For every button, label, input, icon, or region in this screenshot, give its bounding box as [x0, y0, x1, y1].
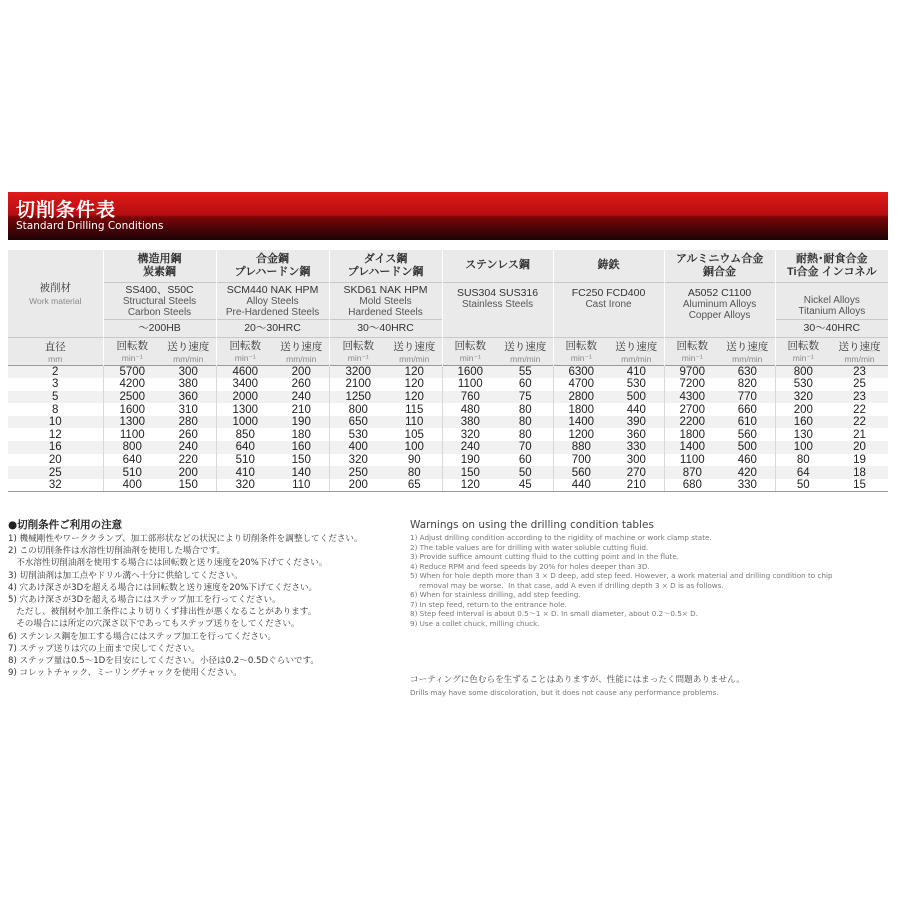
rpm-cell: 700 [553, 454, 609, 467]
rpm-cell: 80 [775, 454, 831, 467]
rpm-header [216, 337, 274, 365]
feed-header [609, 337, 664, 365]
rpm-header [664, 337, 720, 365]
note-line: 2) The table values are for drilling with water soluble cutting fluid. [410, 542, 649, 552]
feed-cell: 150 [291, 453, 311, 466]
page-subtitle: Standard Drilling Conditions [16, 220, 164, 232]
rpm-cell: 760 [442, 391, 498, 404]
note-line: 1) Adjust drilling condition according to the rigidity of machine or work clamp state. [410, 533, 712, 542]
material-name-6: 耐熱･耐食合金 Ti合金 インコネル [775, 250, 888, 282]
feed-cell: 360 [161, 391, 216, 404]
rpm-cell: 400 [329, 441, 387, 454]
rpm-cell: 2700 [664, 403, 720, 416]
table-row [8, 441, 888, 454]
feed-cell: 410 [609, 365, 664, 378]
rpm-cell: 530 [329, 428, 387, 441]
rpm-cell: 1800 [553, 403, 609, 416]
rpm-label: 回転数 [229, 340, 261, 352]
diameter-unit: mm [48, 353, 63, 364]
rpm-label: 回転数 [565, 340, 598, 352]
feed-header [387, 337, 442, 365]
feed-cell: 300 [626, 453, 646, 466]
feed-cell: 270 [609, 466, 664, 479]
rpm-cell: 320 [442, 428, 498, 441]
note-line: 8) Step feed interval is about 0.5〜1 × D. In small diameter, about 0.2〜0.5× D. [410, 609, 698, 619]
feed-cell: 90 [407, 453, 421, 466]
feed-cell: 360 [626, 428, 646, 441]
material-name-3: ステンレス鋼 [442, 250, 553, 282]
feed-cell: 630 [720, 365, 775, 378]
feed-cell: 140 [274, 466, 329, 479]
rpm-cell: 1100 [103, 428, 161, 441]
material-grade-4: FC250 FCD400 Cast Irone [553, 282, 664, 337]
feed-cell: 120 [387, 391, 442, 404]
feed-label: 送り速度 [726, 340, 769, 353]
rpm-cell: 880 [553, 441, 609, 454]
material-grade-2: SKD61 NAK HPM Mold Steels Hardened Steels [329, 282, 442, 319]
rpm-cell: 800 [103, 441, 161, 454]
feed-cell: 22 [853, 403, 866, 416]
material-name-5: アルミニウム合金 銅合金 [664, 250, 775, 282]
rpm-unit: min⁻¹ [234, 353, 256, 363]
page-title: 切削条件表 [16, 199, 117, 221]
feed-cell: 330 [720, 479, 775, 492]
feed-cell: 210 [291, 403, 311, 416]
rpm-cell: 1800 [664, 428, 720, 441]
rpm-cell: 1300 [103, 416, 161, 429]
feed-cell: 240 [274, 391, 329, 404]
rpm-header [775, 337, 831, 365]
feed-cell: 190 [274, 416, 329, 429]
rpm-cell: 640 [216, 441, 274, 454]
diameter-cell: 3 [52, 378, 59, 391]
rpm-cell: 870 [664, 466, 720, 479]
feed-cell: 100 [387, 441, 442, 454]
rpm-cell: 400 [103, 479, 161, 492]
rpm-unit: min⁻¹ [570, 353, 592, 363]
rpm-label: 回転数 [342, 340, 375, 352]
rpm-unit: min⁻¹ [792, 353, 814, 363]
work-material-header [8, 250, 103, 337]
table-row [8, 454, 888, 467]
rpm-cell: 680 [664, 479, 720, 492]
rpm-label: 回転数 [676, 340, 709, 352]
feed-cell: 23 [831, 365, 888, 378]
diameter-cell: 12 [48, 428, 62, 441]
table-row [8, 466, 888, 479]
rpm-cell: 800 [775, 365, 831, 378]
coating-note-en: Drills may have some discoloration, but it does not cause any performance problems. [410, 688, 719, 697]
note-line: 4) Reduce RPM and feed speeds by 20% for holes deeper than 3D. [410, 561, 650, 571]
coating-note-jp: コーティングに色むらを生ずることはありますが、性能にはまったく問題ありません。 [410, 675, 745, 685]
rpm-cell: 1250 [329, 391, 387, 404]
rpm-cell: 160 [775, 416, 831, 429]
rpm-cell: 250 [329, 466, 387, 479]
note-line: removal may be worse. In that case, add A even if drilling depth 3 × D is as follows. [410, 580, 724, 590]
rpm-header [553, 337, 609, 365]
feed-cell: 55 [498, 365, 553, 378]
note-line: 3) Provide suffice amount cutting fluid to the cutting point and in the flute. [410, 552, 680, 562]
feed-cell: 60 [518, 453, 532, 466]
rpm-cell: 530 [775, 378, 831, 391]
rpm-cell: 2500 [103, 391, 161, 404]
rpm-unit: min⁻¹ [121, 353, 143, 363]
rpm-cell: 1100 [442, 378, 498, 391]
feed-header [720, 337, 775, 365]
note-line: 6) ステンレス鋼を加工する場合にはステップ加工を行ってください。 [8, 631, 277, 642]
feed-cell: 65 [387, 479, 442, 492]
feed-label: 送り速度 [393, 340, 436, 353]
material-name-0: 構造用鋼 炭素鋼 [103, 250, 216, 282]
rpm-cell: 4300 [664, 391, 720, 404]
feed-unit: mm/min [173, 353, 204, 364]
material-grade-0: SS400、S50C Structural Steels Carbon Steels [103, 282, 216, 319]
feed-cell: 120 [387, 365, 442, 378]
feed-unit: mm/min [399, 353, 430, 364]
feed-header [274, 337, 329, 365]
feed-unit: mm/min [286, 353, 317, 364]
rpm-cell: 1400 [553, 416, 609, 429]
feed-cell: 200 [161, 466, 216, 479]
feed-cell: 610 [720, 416, 775, 429]
rpm-cell: 9700 [664, 365, 720, 378]
feed-cell: 18 [831, 466, 888, 479]
diameter-cell: 2 [8, 365, 103, 378]
rpm-cell: 510 [103, 466, 161, 479]
rpm-cell: 560 [553, 466, 609, 479]
rpm-cell: 130 [775, 428, 831, 441]
feed-cell: 110 [274, 479, 329, 492]
feed-cell: 560 [737, 428, 757, 441]
feed-cell: 530 [626, 378, 646, 391]
work-material-label-en: Work material [29, 295, 82, 306]
table-row [8, 365, 888, 378]
feed-label: 送り速度 [504, 340, 547, 353]
diameter-cell: 10 [8, 416, 103, 429]
feed-cell: 21 [853, 428, 866, 441]
table-row [8, 479, 888, 492]
feed-cell: 70 [498, 441, 553, 454]
feed-cell: 390 [609, 416, 664, 429]
table-row [8, 416, 888, 429]
feed-header [498, 337, 553, 365]
feed-unit: mm/min [621, 353, 652, 364]
usage-notes-en [410, 519, 890, 628]
feed-cell: 260 [291, 378, 311, 391]
rpm-header [442, 337, 498, 365]
rpm-cell: 380 [442, 416, 498, 429]
note-line: 3) 切削油剤は加工点やドリル溝へ十分に供給してください。 [8, 570, 243, 581]
feed-cell: 210 [609, 479, 664, 492]
rpm-cell: 2200 [664, 416, 720, 429]
table-row [8, 391, 888, 404]
material-hardness-6: 30〜40HRC [775, 319, 888, 337]
feed-header [161, 337, 216, 365]
feed-label: 送り速度 [280, 340, 323, 353]
material-name-4: 鋳鉄 [553, 250, 664, 282]
feed-label: 送り速度 [167, 340, 210, 353]
feed-cell: 105 [404, 428, 424, 441]
material-grade-6: Nickel Alloys Titanium Alloys [775, 282, 888, 319]
diameter-cell: 5 [8, 391, 103, 404]
rpm-label: 回転数 [116, 340, 148, 352]
rpm-cell: 1100 [664, 454, 720, 467]
rpm-label: 回転数 [454, 340, 487, 352]
diameter-cell: 16 [8, 441, 103, 454]
material-name-1: 合金鋼 プレハードン鋼 [216, 250, 329, 282]
feed-unit: mm/min [510, 353, 541, 364]
feed-unit: mm/min [844, 353, 875, 364]
feed-cell: 660 [737, 403, 757, 416]
rpm-cell: 150 [442, 466, 498, 479]
rpm-cell: 320 [775, 391, 831, 404]
feed-cell: 80 [387, 466, 442, 479]
feed-cell: 240 [161, 441, 216, 454]
feed-cell: 80 [518, 403, 532, 416]
note-line: 7) ステップ送りは穴の上面まで戻してください。 [8, 643, 200, 654]
feed-cell: 330 [609, 441, 664, 454]
rpm-cell: 100 [775, 441, 831, 454]
material-hardness-1: 20〜30HRC [216, 319, 329, 337]
rpm-unit: min⁻¹ [459, 353, 481, 363]
note-line: 7) In step feed, return to the entrance hole. [410, 599, 567, 609]
diameter-header [8, 337, 103, 365]
rpm-cell: 6300 [553, 365, 609, 378]
feed-cell: 310 [178, 403, 198, 416]
rpm-cell: 1300 [216, 403, 274, 416]
feed-cell: 23 [831, 391, 888, 404]
feed-cell: 820 [737, 378, 757, 391]
feed-cell: 80 [518, 428, 532, 441]
rpm-cell: 200 [329, 479, 387, 492]
diameter-cell: 8 [52, 403, 59, 416]
rpm-cell: 410 [216, 466, 274, 479]
table-row [8, 403, 888, 416]
feed-label: 送り速度 [615, 340, 658, 353]
note-line: 5) 穴あけ深さが3Dを超える場合にはステップ加工を行ってください。 [8, 595, 281, 606]
rpm-cell: 650 [329, 416, 387, 429]
usage-notes-jp [8, 519, 403, 679]
note-line: その場合には所定の穴深さ以下であってもステップ送りをしてください。 [8, 619, 300, 630]
feed-cell: 110 [387, 416, 442, 429]
feed-cell: 22 [831, 416, 888, 429]
rpm-header [329, 337, 387, 365]
diameter-cell: 25 [8, 466, 103, 479]
rpm-cell: 510 [216, 454, 274, 467]
feed-cell: 50 [498, 466, 553, 479]
rpm-cell: 1600 [103, 403, 161, 416]
feed-cell: 300 [161, 365, 216, 378]
rpm-cell: 640 [103, 454, 161, 467]
feed-cell: 160 [274, 441, 329, 454]
notes-en-title: Warnings on using the drilling condition tables [410, 519, 654, 531]
material-name-2: ダイス鋼 プレハードン鋼 [329, 250, 442, 282]
rpm-cell: 3200 [329, 365, 387, 378]
note-line: ただし、被削材や加工条件により切りくず排出性が悪くなることがあります。 [8, 607, 317, 618]
feed-label: 送り速度 [838, 340, 881, 353]
rpm-cell: 50 [775, 479, 831, 492]
feed-cell: 15 [831, 479, 888, 492]
rpm-header [103, 337, 161, 365]
feed-cell: 45 [498, 479, 553, 492]
material-hardness-2: 30〜40HRC [329, 319, 442, 337]
feed-cell: 25 [853, 378, 866, 391]
note-line: 4) 穴あけ深さが3Dを超える場合には回転数と送り速度を20%下げてください。 [8, 582, 318, 593]
note-line: 9) Use a collet chuck, milling chuck. [410, 618, 540, 628]
feed-cell: 180 [291, 428, 311, 441]
rpm-cell: 1400 [664, 441, 720, 454]
table-row [8, 378, 888, 391]
rpm-cell: 1600 [442, 365, 498, 378]
note-line: 1) 機械剛性やワーククランプ、加工部形状などの状況により切削条件を調整してください。 [8, 534, 363, 544]
rpm-unit: min⁻¹ [347, 353, 369, 363]
rpm-cell: 480 [442, 403, 498, 416]
rpm-cell: 200 [775, 403, 831, 416]
note-line: 6) When for stainless drilling, add step feeding. [410, 590, 581, 600]
feed-cell: 500 [609, 391, 664, 404]
notes-jp-title: ●切削条件ご利用の注意 [8, 519, 123, 531]
rpm-cell: 7200 [664, 378, 720, 391]
rpm-cell: 2800 [553, 391, 609, 404]
rpm-cell: 64 [775, 466, 831, 479]
feed-cell: 380 [178, 378, 198, 391]
material-grade-3: SUS304 SUS316 Stainless Steels [442, 282, 553, 337]
diameter-label: 直径 [44, 340, 66, 353]
rpm-cell: 3400 [216, 378, 274, 391]
note-line: 9) コレットチャック、ミーリングチャックを使用ください。 [8, 668, 242, 679]
rpm-cell: 4200 [103, 378, 161, 391]
feed-cell: 200 [274, 365, 329, 378]
rpm-cell: 800 [329, 403, 387, 416]
rpm-cell: 320 [329, 454, 387, 467]
coating-note [410, 674, 890, 698]
rpm-cell: 190 [442, 454, 498, 467]
work-material-label-jp: 被削材 [39, 281, 71, 294]
feed-cell: 460 [737, 453, 757, 466]
feed-cell: 420 [720, 466, 775, 479]
rpm-cell: 120 [442, 479, 498, 492]
feed-cell: 20 [831, 441, 888, 454]
rpm-cell: 2100 [329, 378, 387, 391]
feed-cell: 150 [161, 479, 216, 492]
rpm-cell: 320 [216, 479, 274, 492]
feed-unit: mm/min [732, 353, 763, 364]
feed-cell: 220 [178, 453, 198, 466]
rpm-unit: min⁻¹ [681, 353, 703, 363]
feed-cell: 60 [518, 378, 532, 391]
rpm-label: 回転数 [787, 340, 820, 352]
rpm-cell: 4600 [216, 365, 274, 378]
rpm-cell: 850 [216, 428, 274, 441]
note-line: 8) ステップ量は0.5〜1Dを目安にしてください。小径は0.2〜0.5Dぐらいです。 [8, 656, 320, 667]
title-banner [8, 192, 888, 240]
rpm-cell: 1200 [553, 428, 609, 441]
material-grade-1: SCM440 NAK HPM Alloy Steels Pre-Hardened Steels [216, 282, 329, 319]
note-line: 2) この切削条件は水溶性切削油剤を使用した場合です。 [8, 546, 226, 557]
note-line: 不水溶性切削油剤を使用する場合には回転数と送り速度を20%下げてください。 [8, 558, 328, 569]
feed-cell: 75 [498, 391, 553, 404]
rpm-cell: 5700 [103, 365, 161, 378]
rpm-cell: 240 [442, 441, 498, 454]
table-row [8, 428, 888, 441]
material-hardness-0: 〜200HB [103, 319, 216, 337]
rpm-cell: 4700 [553, 378, 609, 391]
feed-cell: 260 [178, 428, 198, 441]
note-line: 5) When for hole depth more than 3 × D deep, add step feed. However, a work material and drilling condition to chip [410, 571, 833, 581]
feed-cell: 500 [720, 441, 775, 454]
material-grade-5: A5052 C1100 Aluminum Alloys Copper Alloys [664, 282, 775, 337]
feed-cell: 280 [161, 416, 216, 429]
rpm-cell: 2000 [216, 391, 274, 404]
feed-cell: 770 [720, 391, 775, 404]
rpm-cell: 440 [553, 479, 609, 492]
feed-cell: 120 [404, 378, 424, 391]
feed-cell: 115 [405, 403, 424, 416]
diameter-cell: 20 [48, 453, 62, 466]
feed-cell: 440 [626, 403, 646, 416]
feed-cell: 19 [853, 453, 866, 466]
feed-cell: 80 [498, 416, 553, 429]
feed-header [831, 337, 888, 365]
rpm-cell: 1000 [216, 416, 274, 429]
diameter-cell: 32 [8, 479, 103, 492]
drilling-conditions-table [8, 250, 888, 492]
